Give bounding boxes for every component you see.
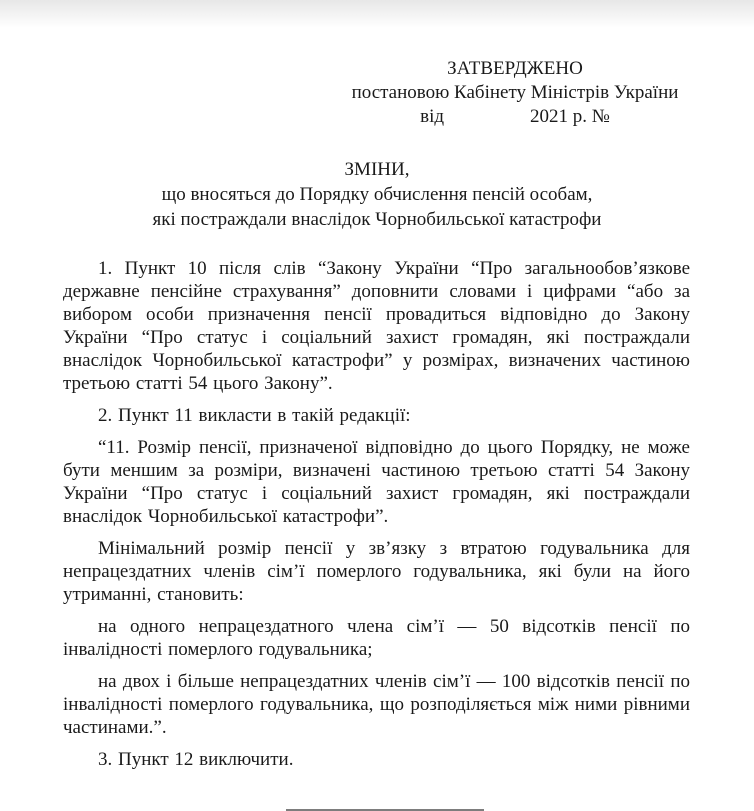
approval-date-prefix: від bbox=[420, 106, 445, 127]
title-line-2: що вносяться до Порядку обчислення пенсій особам, bbox=[161, 184, 593, 205]
title-line-3: які постраждали внаслідок Чорнобильської катастрофи bbox=[152, 209, 602, 230]
title-line-1: ЗМІНИ, bbox=[344, 159, 410, 180]
paragraph-point-10-amendment: 1. Пункт 10 після слів “Закону України “Про загальнообов’язкове державне пенсійне страхування” доповнити словами і цифрами “або за вибором особи призначення пенсії провадиться відповідно до Закону України “Про статус і соціальний захист громадян, які постраждали внаслідок Чорнобильської катастрофи” у розмірах, визначених частиною третьою статті 54 цього Закону”. bbox=[63, 258, 690, 394]
approval-date-suffix: 2021 р. № bbox=[530, 106, 610, 127]
document-title bbox=[0, 157, 754, 232]
document-body bbox=[63, 257, 690, 771]
paragraph-point-12-exclude: 3. Пункт 12 виключити. bbox=[98, 749, 294, 770]
approval-block bbox=[349, 0, 681, 129]
paragraph-point-11-text: “11. Розмір пенсії, призначеної відповідно до цього Порядку, не може бути меншим за розміри, визначені частиною третьою статті 54 Закону України “Про статус і соціальний захист громадян, які постраждали внаслідок Чорнобильської катастрофи”. bbox=[63, 437, 690, 527]
paragraph-minimum-pension: Мінімальний розмір пенсії у зв’язку з втратою годувальника для непрацездатних членів сім’ї померлого годувальника, які були на його утриманні, становить: bbox=[63, 538, 690, 605]
approval-date-line bbox=[349, 105, 681, 129]
paragraph-one-member: на одного непрацездатного члена сім’ї — 50 відсотків пенсії по інвалідності померлого годувальника; bbox=[63, 616, 690, 660]
paragraph-two-or-more-members: на двох і більше непрацездатних членів сім’ї — 100 відсотків пенсії по інвалідності померлого годувальника, що розподіляється між ними рівними частинами.”. bbox=[63, 671, 690, 738]
approval-resolution-line: постановою Кабінету Міністрів України bbox=[351, 82, 679, 103]
paragraph-point-11-intro: 2. Пункт 11 викласти в такій редакції: bbox=[98, 405, 411, 426]
approval-approved-line: ЗАТВЕРДЖЕНО bbox=[447, 58, 583, 79]
